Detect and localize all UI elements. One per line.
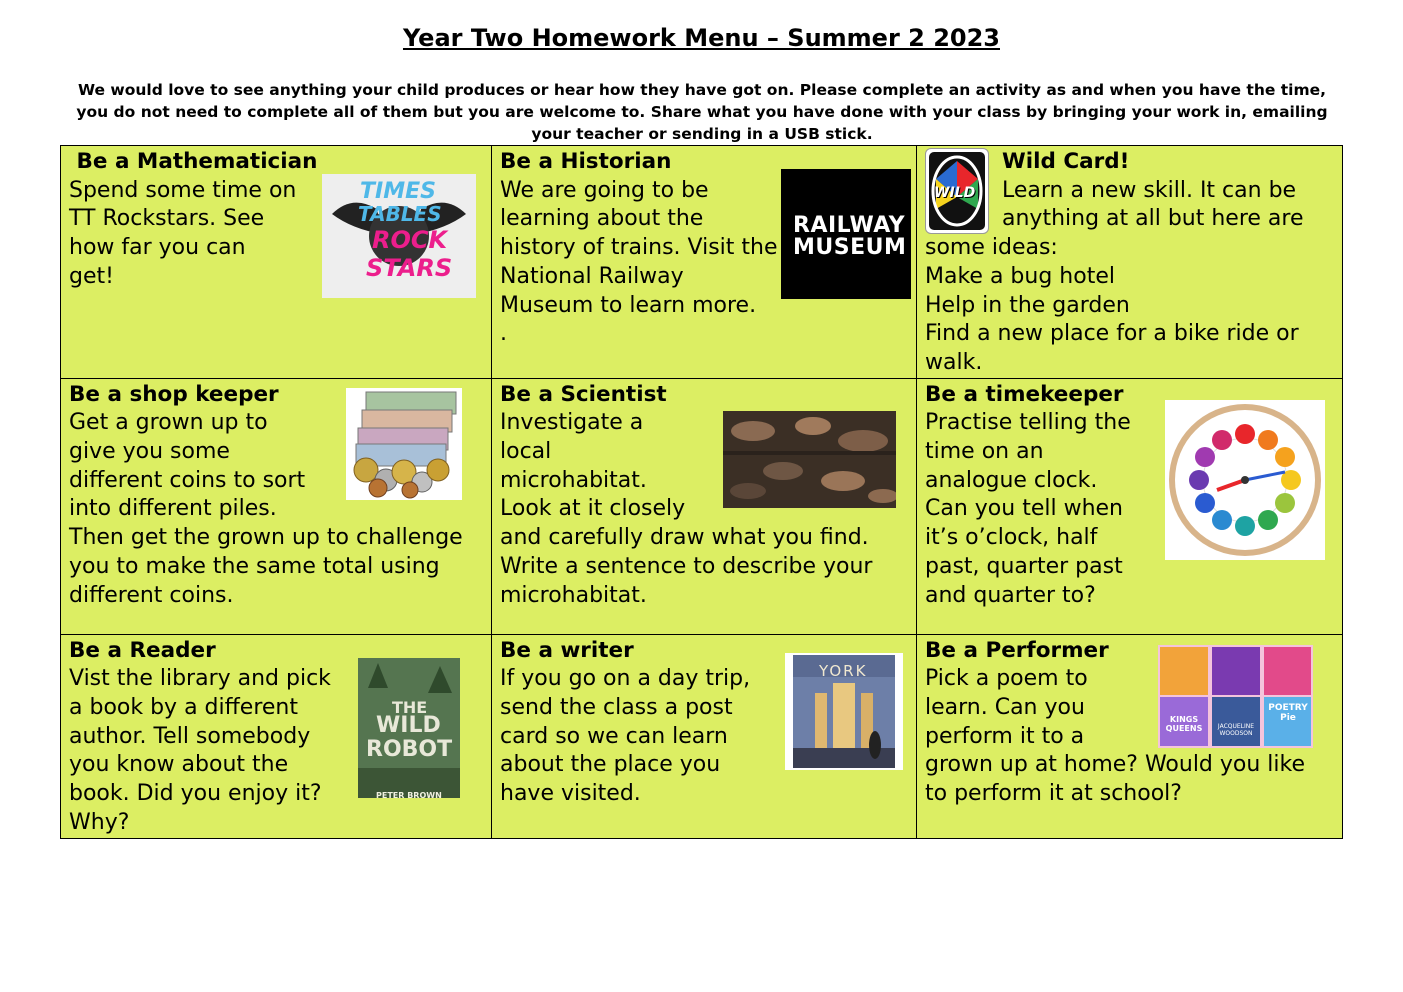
line: Look at it closely — [500, 496, 686, 522]
line: Museum to learn more. — [500, 292, 757, 318]
book-title-1: THE — [392, 697, 428, 717]
line: Practise telling the — [925, 410, 1131, 436]
cell-wildcard — [917, 146, 1343, 379]
line: some ideas: — [925, 235, 1058, 261]
line: and quarter to? — [925, 582, 1096, 608]
tt-rockstars-logo — [322, 174, 476, 298]
tt-line4: STARS — [366, 254, 453, 282]
line: National Railway — [500, 263, 684, 289]
heading-wildcard: Wild Card! — [1002, 149, 1130, 174]
logo-line2: MUSEUM — [793, 235, 907, 260]
book-title-3: ROBOT — [366, 736, 453, 762]
line: card so we can learn — [500, 723, 728, 749]
line: give you some — [69, 439, 230, 465]
line: Make a bug hotel — [925, 263, 1115, 289]
cell-mathematician — [61, 146, 492, 379]
line: learn. Can you — [925, 695, 1085, 721]
line: We are going to be — [500, 177, 709, 203]
card-label: WILD — [934, 185, 976, 201]
heading-mathematician: Be a Mathematician — [69, 149, 318, 174]
tt-line1: TIMES — [360, 179, 436, 204]
heading-scientist: Be a Scientist — [500, 381, 667, 407]
microhabitat-photo — [723, 411, 896, 508]
intro-paragraph: We would love to see anything your child produces or hear how they have got on. Please complete an activity as and when you have the time, you do not need to complete all of them but you are welcome to. Share what you have done with your class by bringing your work in, emailing your teacher or sending in a USB stick. — [76, 81, 1328, 143]
cell-writer — [492, 634, 917, 838]
analogue-clock-image — [1165, 400, 1325, 560]
book-title-2: WILD — [376, 712, 441, 738]
line: perform it to a — [925, 723, 1085, 749]
line: Pick a poem to — [925, 666, 1088, 692]
line: anything at all but here are — [1002, 206, 1304, 232]
book-woodson: JACQUELINE WOODSON — [1217, 722, 1255, 737]
line: . — [500, 321, 507, 347]
line: different coins. — [69, 582, 234, 608]
line: past, quarter past — [925, 553, 1123, 579]
heading-reader: Be a Reader — [69, 637, 216, 663]
line: Why? — [69, 809, 130, 835]
line: get! — [69, 263, 114, 289]
line: into different piles. — [69, 496, 277, 522]
line: microhabitat. — [500, 467, 647, 493]
cell-reader — [61, 634, 492, 838]
logo-line1: RAILWAY — [793, 213, 906, 238]
postcard-label: YORK — [819, 661, 868, 680]
line: Investigate a — [500, 410, 644, 436]
book-poetry-pie: POETRY Pie — [1268, 702, 1308, 723]
line: Help in the garden — [925, 292, 1130, 318]
tt-line3: ROCK — [372, 226, 448, 254]
line: Then get the grown up to challenge — [69, 525, 463, 551]
heading-performer: Be a Performer — [925, 637, 1109, 663]
line: how far you can — [69, 235, 246, 261]
line: to perform it at school? — [925, 781, 1182, 807]
heading-shopkeeper: Be a shop keeper — [69, 381, 279, 407]
line: have visited. — [500, 781, 641, 807]
line: Find a new place for a bike ride or — [925, 321, 1299, 347]
book-author: PETER BROWN — [376, 790, 442, 798]
cell-performer — [917, 634, 1343, 838]
heading-timekeeper: Be a timekeeper — [925, 381, 1124, 407]
line: send the class a post — [500, 695, 733, 721]
line: Write a sentence to describe your — [500, 553, 873, 579]
wild-robot-book-cover — [358, 658, 460, 798]
cell-scientist — [492, 378, 917, 634]
line: analogue clock. — [925, 467, 1098, 493]
homework-grid — [60, 145, 1343, 839]
york-postcard — [785, 653, 903, 770]
book-kings: KINGS QUEENS — [1165, 714, 1203, 733]
line: Get a grown up to — [69, 410, 268, 436]
line: and carefully draw what you find. — [500, 525, 869, 551]
money-image — [346, 388, 462, 500]
line: walk. — [925, 349, 983, 375]
line: you to make the same total using — [69, 553, 440, 579]
line: it’s o’clock, half — [925, 525, 1098, 551]
tt-line2: TABLES — [358, 202, 442, 226]
line: author. Tell somebody — [69, 723, 311, 749]
page-title: Year Two Homework Menu – Summer 2 2023 — [402, 24, 1000, 52]
cell-historian — [492, 146, 917, 379]
line: Can you tell when — [925, 496, 1123, 522]
cell-shopkeeper — [61, 378, 492, 634]
line: microhabitat. — [500, 582, 647, 608]
line: grown up at home? Would you like — [925, 752, 1306, 778]
line: a book by a different — [69, 695, 298, 721]
line: you know about the — [69, 752, 289, 778]
poetry-books-image — [1158, 645, 1313, 748]
heading-historian: Be a Historian — [500, 149, 672, 174]
line: about the place you — [500, 752, 721, 778]
line: book. Did you enjoy it? — [69, 781, 322, 807]
line: Learn a new skill. It can be — [1002, 177, 1297, 203]
line: Spend some time on — [69, 177, 297, 203]
uno-wild-card — [925, 148, 989, 234]
line: learning about the — [500, 206, 704, 232]
heading-writer: Be a writer — [500, 637, 634, 663]
line: history of trains. Visit the — [500, 235, 778, 261]
railway-museum-logo — [781, 169, 911, 299]
cell-timekeeper — [917, 378, 1343, 634]
line: TT Rockstars. See — [69, 206, 265, 232]
line: If you go on a day trip, — [500, 666, 751, 692]
line: local — [500, 439, 552, 465]
line: time on an — [925, 439, 1044, 465]
line: Vist the library and pick — [69, 666, 331, 692]
line: different coins to sort — [69, 467, 306, 493]
